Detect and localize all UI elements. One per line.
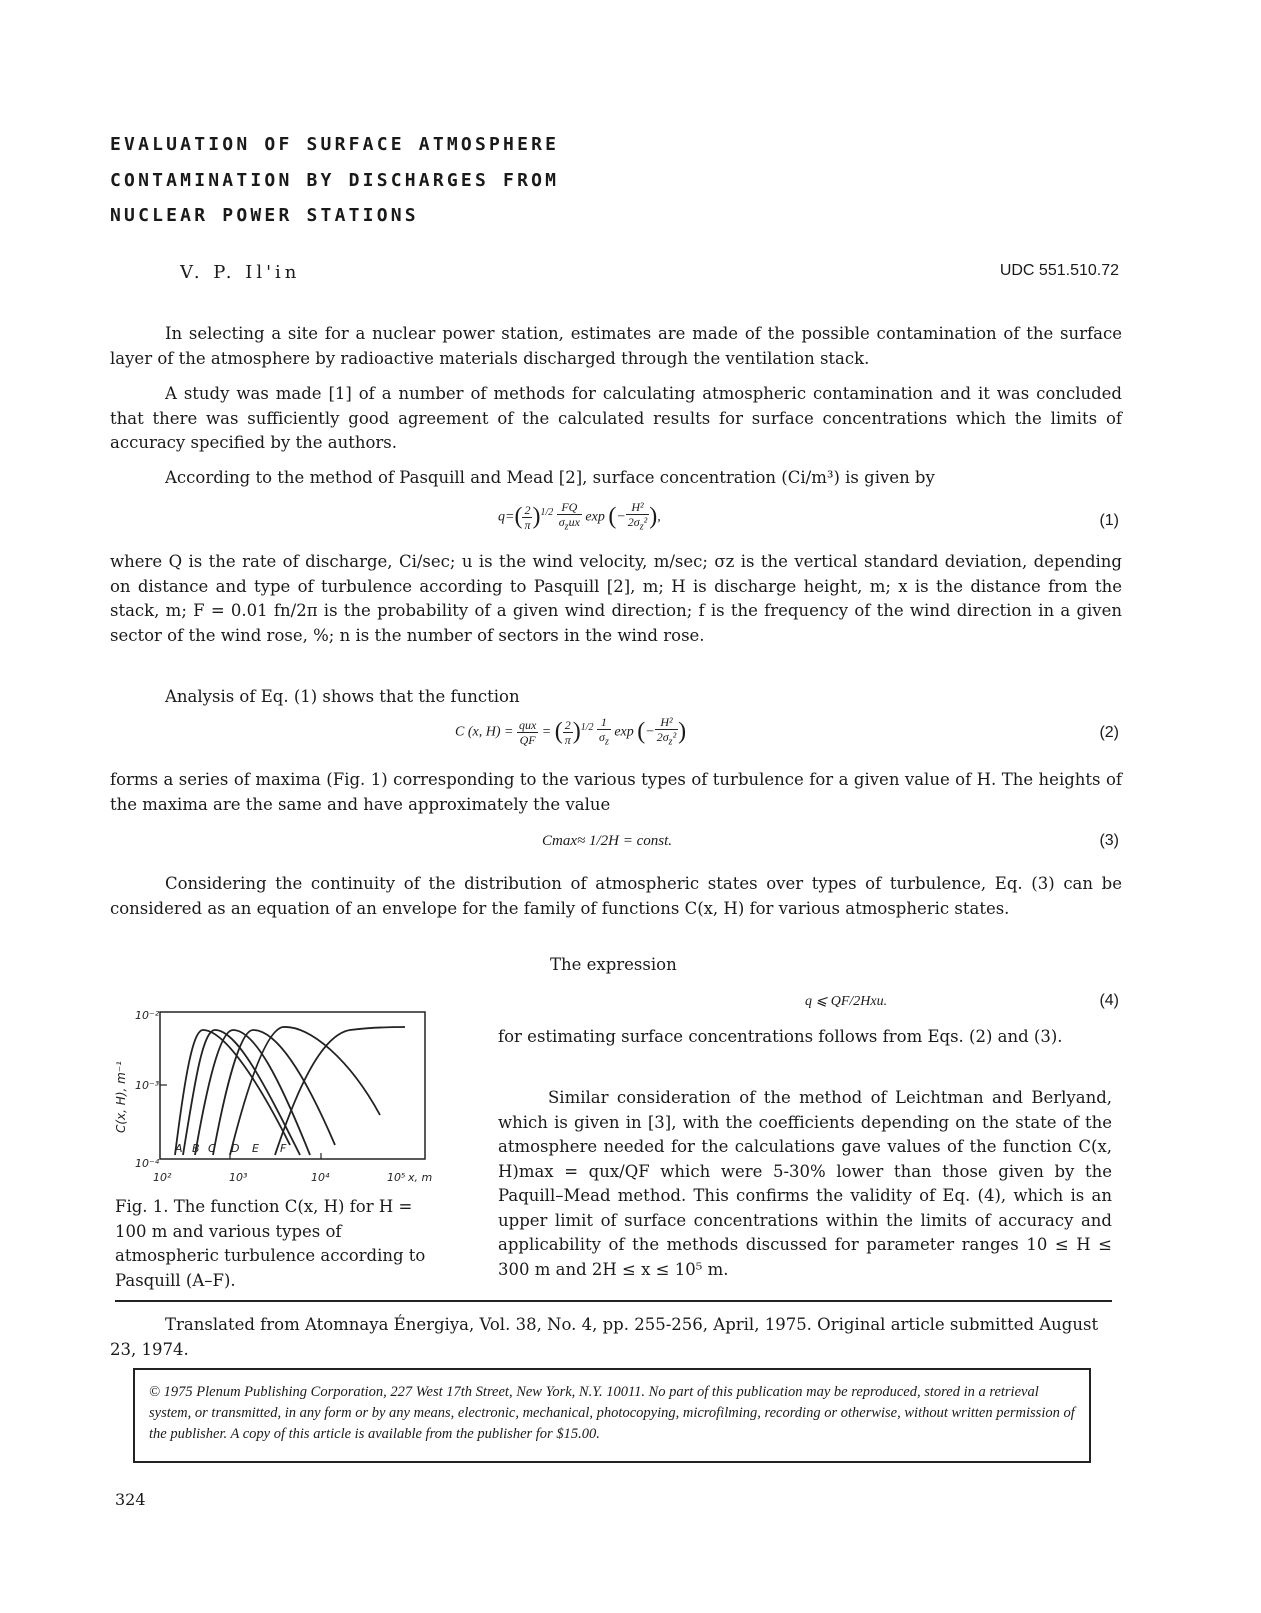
- curve-E: [230, 1027, 380, 1155]
- equation-1-number: (1): [1099, 512, 1119, 529]
- title-line-3: NUCLEAR POWER STATIONS: [110, 205, 419, 226]
- paragraph-7: Considering the continuity of the distribution of atmospheric states over types of turbulence, Eq. (3) can be considered as an equation of an envelope for the family of functions C(x, H) for various atmospheric states.: [110, 874, 1122, 918]
- equation-2: C (x, H) = $\frac{\text{qux}}{QF}$ = ( $\frac{2}{\pi}$ )$^{1/2}$ $\frac{1}{\sigma_z}$ exp (− $\frac{\text{H²}}{2\sigma_z^2}$ ): [455, 715, 687, 748]
- curve-label: B: [192, 1142, 200, 1155]
- equation-4-number: (4): [1099, 992, 1119, 1009]
- equation-3-number: (3): [1099, 832, 1119, 849]
- figure-1-plot: [105, 1005, 450, 1190]
- curve-C: [195, 1030, 310, 1155]
- x-tick-label: 10³: [229, 1171, 248, 1184]
- copyright-text: © 1975 Plenum Publishing Corporation, 227 West 17th Street, New York, N.Y. 10011. No part of this publication may be reproduced, stored in a retrieval system, or transmitted, in any form or by any means, electronic, mechanical, photocopying, microfilming, recording or otherwise, without written permission of the publisher. A copy of this article is available from the publisher for $15.00.: [149, 1384, 1075, 1442]
- paragraph-4: where Q is the rate of discharge, Ci/sec; u is the wind velocity, m/sec; σz is the vertical standard deviation, depending on distance and type of turbulence according to Pasquill [2], m; H is discharge height, m; x is the distance from the stack, m; F = 0.01 fn/2π is the probability of a given wind direction; f is the frequency of the wind direction in a given sector of the wind rose, %; n is the number of sectors in the wind rose.: [110, 552, 1122, 645]
- title-line-2: CONTAMINATION BY DISCHARGES FROM: [110, 170, 560, 191]
- udc-code: UDC 551.510.72: [999, 262, 1119, 279]
- curve-label: A: [175, 1142, 183, 1155]
- curve-label: E: [252, 1142, 259, 1155]
- equation-3: Cmax≈ 1/2H = const.: [542, 833, 673, 849]
- curve-label: F: [280, 1142, 287, 1155]
- y-axis-label: C(x, H), m⁻¹: [114, 1061, 128, 1133]
- plot-frame: [160, 1012, 425, 1159]
- x-tick-label: 10²: [153, 1171, 172, 1184]
- footnote-rule: [115, 1300, 1112, 1302]
- title-line-1: EVALUATION OF SURFACE ATMOSPHERE: [110, 134, 560, 155]
- copyright-box: [133, 1368, 1091, 1463]
- curve-label: C: [208, 1142, 216, 1155]
- paragraph-5: Analysis of Eq. (1) shows that the function: [165, 687, 520, 706]
- paragraph-6: forms a series of maxima (Fig. 1) corresponding to the various types of turbulence for a given value of H. The heights of the maxima are the same and have approximately the value: [110, 770, 1122, 814]
- figure-1-caption: Fig. 1. The function C(x, H) for H = 100 m and various types of atmospheric turbulence according to Pasquill (A–F).: [115, 1197, 426, 1290]
- curve-label: D: [231, 1142, 240, 1155]
- translation-footnote: Translated from Atomnaya Énergiya, Vol. 38, No. 4, pp. 255-256, April, 1975. Original article submitted August 23, 1974.: [110, 1315, 1099, 1359]
- paragraph-10: Similar consideration of the method of Leichtman and Berlyand, which is given in [3], with the coefficients depending on the state of the atmosphere needed for the calculations gave values of the function C(x, H)max = qux/QF which were 5-30% lower than those given by the Paquill–Mead method. This confirms the validity of Eq. (4), which is an upper limit of surface concentrations within the limits of accuracy and applicability of the methods discussed for parameter ranges 10 ≤ H ≤ 300 m and 2H ≤ x ≤ 10⁵ m.: [498, 1088, 1112, 1279]
- author: V. P. Il'in: [180, 262, 301, 283]
- x-axis-label: x, m: [408, 1171, 433, 1184]
- paragraph-9: for estimating surface concentrations follows from Eqs. (2) and (3).: [498, 1027, 1063, 1046]
- equation-4: q ⩽ QF/2Hxu.: [805, 994, 888, 1009]
- y-tick-label: 10⁻³: [135, 1079, 160, 1092]
- paragraph-2: A study was made [1] of a number of methods for calculating atmospheric contamination and it was concluded that there was sufficiently good agreement of the calculated results for surface concentrations which the limits of accuracy specified by the authors.: [110, 384, 1122, 452]
- x-tick-label: 10⁵: [387, 1171, 406, 1184]
- curve-A: [175, 1030, 290, 1155]
- y-tick-label: 10⁻⁴: [135, 1157, 160, 1170]
- paragraph-1: In selecting a site for a nuclear power station, estimates are made of the possible contamination of the surface layer of the atmosphere by radioactive materials discharged through the ventilation stack.: [110, 324, 1122, 368]
- paragraph-3: According to the method of Pasquill and Mead [2], surface concentration (Ci/m³) is given by: [165, 468, 935, 487]
- y-tick-label: 10⁻²: [135, 1009, 160, 1022]
- paragraph-8: The expression: [550, 955, 677, 974]
- x-tick-label: 10⁴: [311, 1171, 330, 1184]
- equation-2-number: (2): [1099, 724, 1119, 741]
- curve-F: [275, 1027, 405, 1155]
- page-number: 324: [115, 1490, 146, 1509]
- equation-1: q=( $\frac{2}{\pi}$ )$^{1/2}$ $\frac{FQ}{\sigma_zux}$ exp (− $\frac{\text{H²}}{2\sigma_z^2}$ ),: [498, 500, 661, 533]
